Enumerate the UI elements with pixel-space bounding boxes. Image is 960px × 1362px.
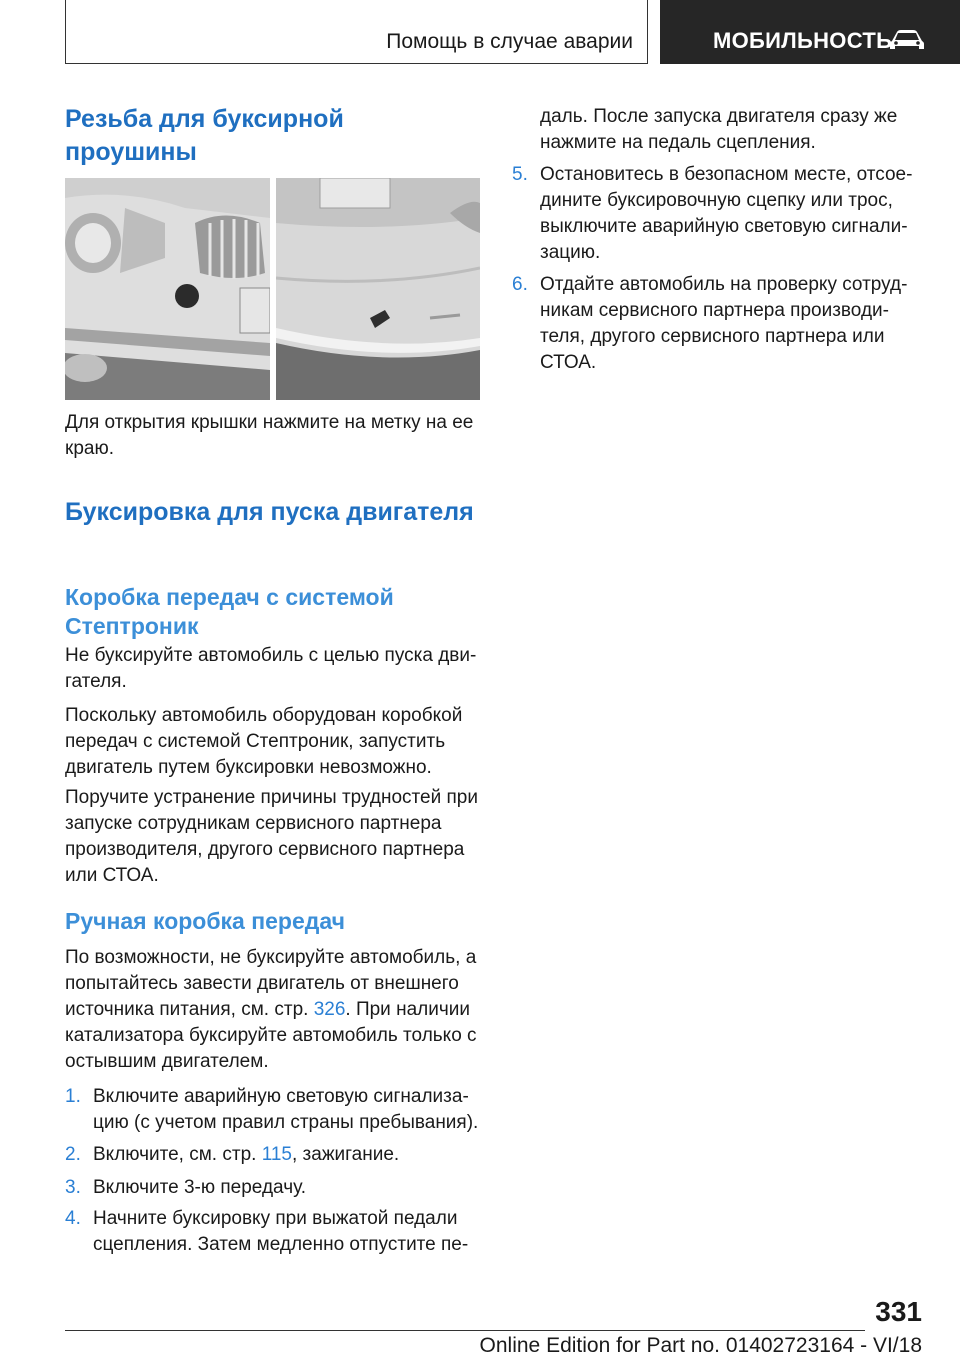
list-item — [65, 1175, 480, 1201]
figure-divider — [270, 178, 276, 400]
figure-caption: Для открытия крышки нажмите на метку на ее краю. — [65, 412, 474, 459]
step-number: 6. — [512, 274, 528, 295]
page-link-115[interactable]: 115 — [261, 1144, 292, 1165]
heading-steptronic: Коробка передач с системой Стептроник — [65, 584, 394, 639]
step-text: Отдайте автомобиль на проверку сотруд‐никам сервисного партнера производи‐теля, другого сервисного партнера или СТОА. — [540, 274, 908, 373]
step-number: 2. — [65, 1144, 81, 1165]
step-number: 1. — [65, 1086, 81, 1107]
heading-towing-eye-thread: Резьба для буксирной проушины — [65, 105, 344, 166]
list-item — [512, 272, 922, 376]
list-item — [65, 1084, 480, 1136]
page-link-326[interactable]: 326 — [313, 999, 346, 1020]
paragraph-jump-start: По возможности, не буксируйте автомобиль, а попытайтесь завести двигатель от внешнего источника питания, см. стр. 326. При наличии катализатора буксируйте автомобиль только с остывшим двигателем. — [65, 947, 477, 1072]
header-section-title: Помощь в случае аварии — [386, 30, 633, 53]
page-number: 331 — [875, 1296, 922, 1327]
step-number: 4. — [65, 1208, 81, 1229]
list-item — [65, 1142, 480, 1168]
footer-divider — [65, 1330, 865, 1331]
heading-tow-start: Буксировка для пуска двигателя — [65, 498, 474, 526]
step-text: Остановитесь в безопасном месте, отсое‐дините буксировочную сцепку или трос, выключите аварийную световую сигнали‐зацию. — [540, 164, 913, 263]
paragraph-service-partner: Поручите устранение причины трудностей при запуске сотрудникам сервисного партнера производителя, другого сервисного партнера или СТОА. — [65, 787, 478, 886]
step-number: 3. — [65, 1177, 81, 1198]
header-chapter-title: МОБИЛЬНОСТЬ — [713, 28, 893, 53]
step-text: Начните буксировку при выжатой педали сцепления. Затем медленно отпустите пе‐ — [93, 1208, 469, 1255]
footer-edition: Online Edition for Part no. 01402723164 - VI/18 — [479, 1334, 922, 1357]
step-number: 5. — [512, 164, 528, 185]
paragraph-steptronic-reason: Поскольку автомобиль оборудован коробкой передач с системой Стептроник, запустить двигатель путем буксировки невозможно. — [65, 705, 463, 778]
figure-towing-eye-cover — [65, 178, 480, 400]
paragraph-no-tow-start: Не буксируйте автомобиль с целью пуска дви‐гателя. — [65, 645, 477, 692]
header-chapter-tab[interactable] — [660, 0, 960, 64]
step-4-continued: даль. После запуска двигателя сразу же нажмите на педаль сцепления. — [540, 106, 898, 153]
car-icon — [888, 27, 926, 53]
header-section-box — [65, 0, 648, 64]
step-text: Включите аварийную световую сигнализа‐цию (с учетом правил страны пребывания). — [93, 1086, 479, 1133]
step-text: Включите, см. стр. 115, зажигание. — [93, 1144, 400, 1165]
list-item — [512, 162, 922, 266]
step-text: Включите 3-ю передачу. — [93, 1177, 306, 1198]
heading-manual-gearbox: Ручная коробка передач — [65, 908, 345, 934]
list-item — [65, 1206, 480, 1258]
